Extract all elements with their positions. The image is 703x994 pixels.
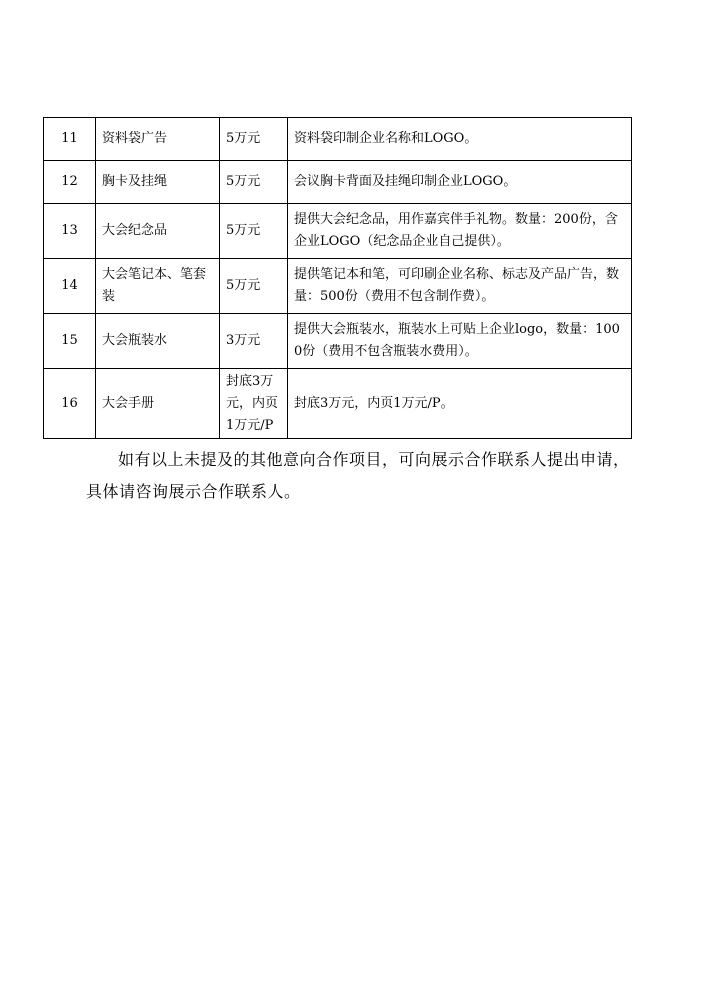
row-number: 12 <box>44 161 96 204</box>
table-row <box>44 314 632 369</box>
row-number: 13 <box>44 204 96 259</box>
table-row <box>44 204 632 259</box>
row-number: 15 <box>44 314 96 369</box>
item-description: 提供笔记本和笔，可印刷企业名称、标志及产品广告，数量：500份（费用不包含制作费）。 <box>288 259 632 314</box>
item-price: 封底3万元，内页1万元/P <box>220 369 288 439</box>
table-row <box>44 369 632 439</box>
item-description: 资料袋印制企业名称和LOGO。 <box>288 118 632 161</box>
item-name: 大会笔记本、笔套装 <box>96 259 220 314</box>
item-name: 胸卡及挂绳 <box>96 161 220 204</box>
item-description: 提供大会瓶装水，瓶装水上可贴上企业logo，数量：1000份（费用不包含瓶装水费用）。 <box>288 314 632 369</box>
sponsorship-table <box>43 117 632 439</box>
row-number: 16 <box>44 369 96 439</box>
item-description: 封底3万元，内页1万元/P。 <box>288 369 632 439</box>
item-description: 会议胸卡背面及挂绳印制企业LOGO。 <box>288 161 632 204</box>
item-description: 提供大会纪念品，用作嘉宾伴手礼物。数量：200份，含企业LOGO（纪念品企业自己提供）。 <box>288 204 632 259</box>
item-price: 5万元 <box>220 118 288 161</box>
table-row <box>44 259 632 314</box>
closing-note: 如有以上未提及的其他意向合作项目，可向展示合作联系人提出申请，具体请咨询展示合作联系人。 <box>86 450 630 501</box>
item-name: 大会纪念品 <box>96 204 220 259</box>
item-price: 5万元 <box>220 161 288 204</box>
item-price: 5万元 <box>220 204 288 259</box>
table-row <box>44 161 632 204</box>
item-name: 大会瓶装水 <box>96 314 220 369</box>
table-row <box>44 118 632 161</box>
row-number: 11 <box>44 118 96 161</box>
item-price: 5万元 <box>220 259 288 314</box>
item-price: 3万元 <box>220 314 288 369</box>
row-number: 14 <box>44 259 96 314</box>
item-name: 大会手册 <box>96 369 220 439</box>
item-name: 资料袋广告 <box>96 118 220 161</box>
